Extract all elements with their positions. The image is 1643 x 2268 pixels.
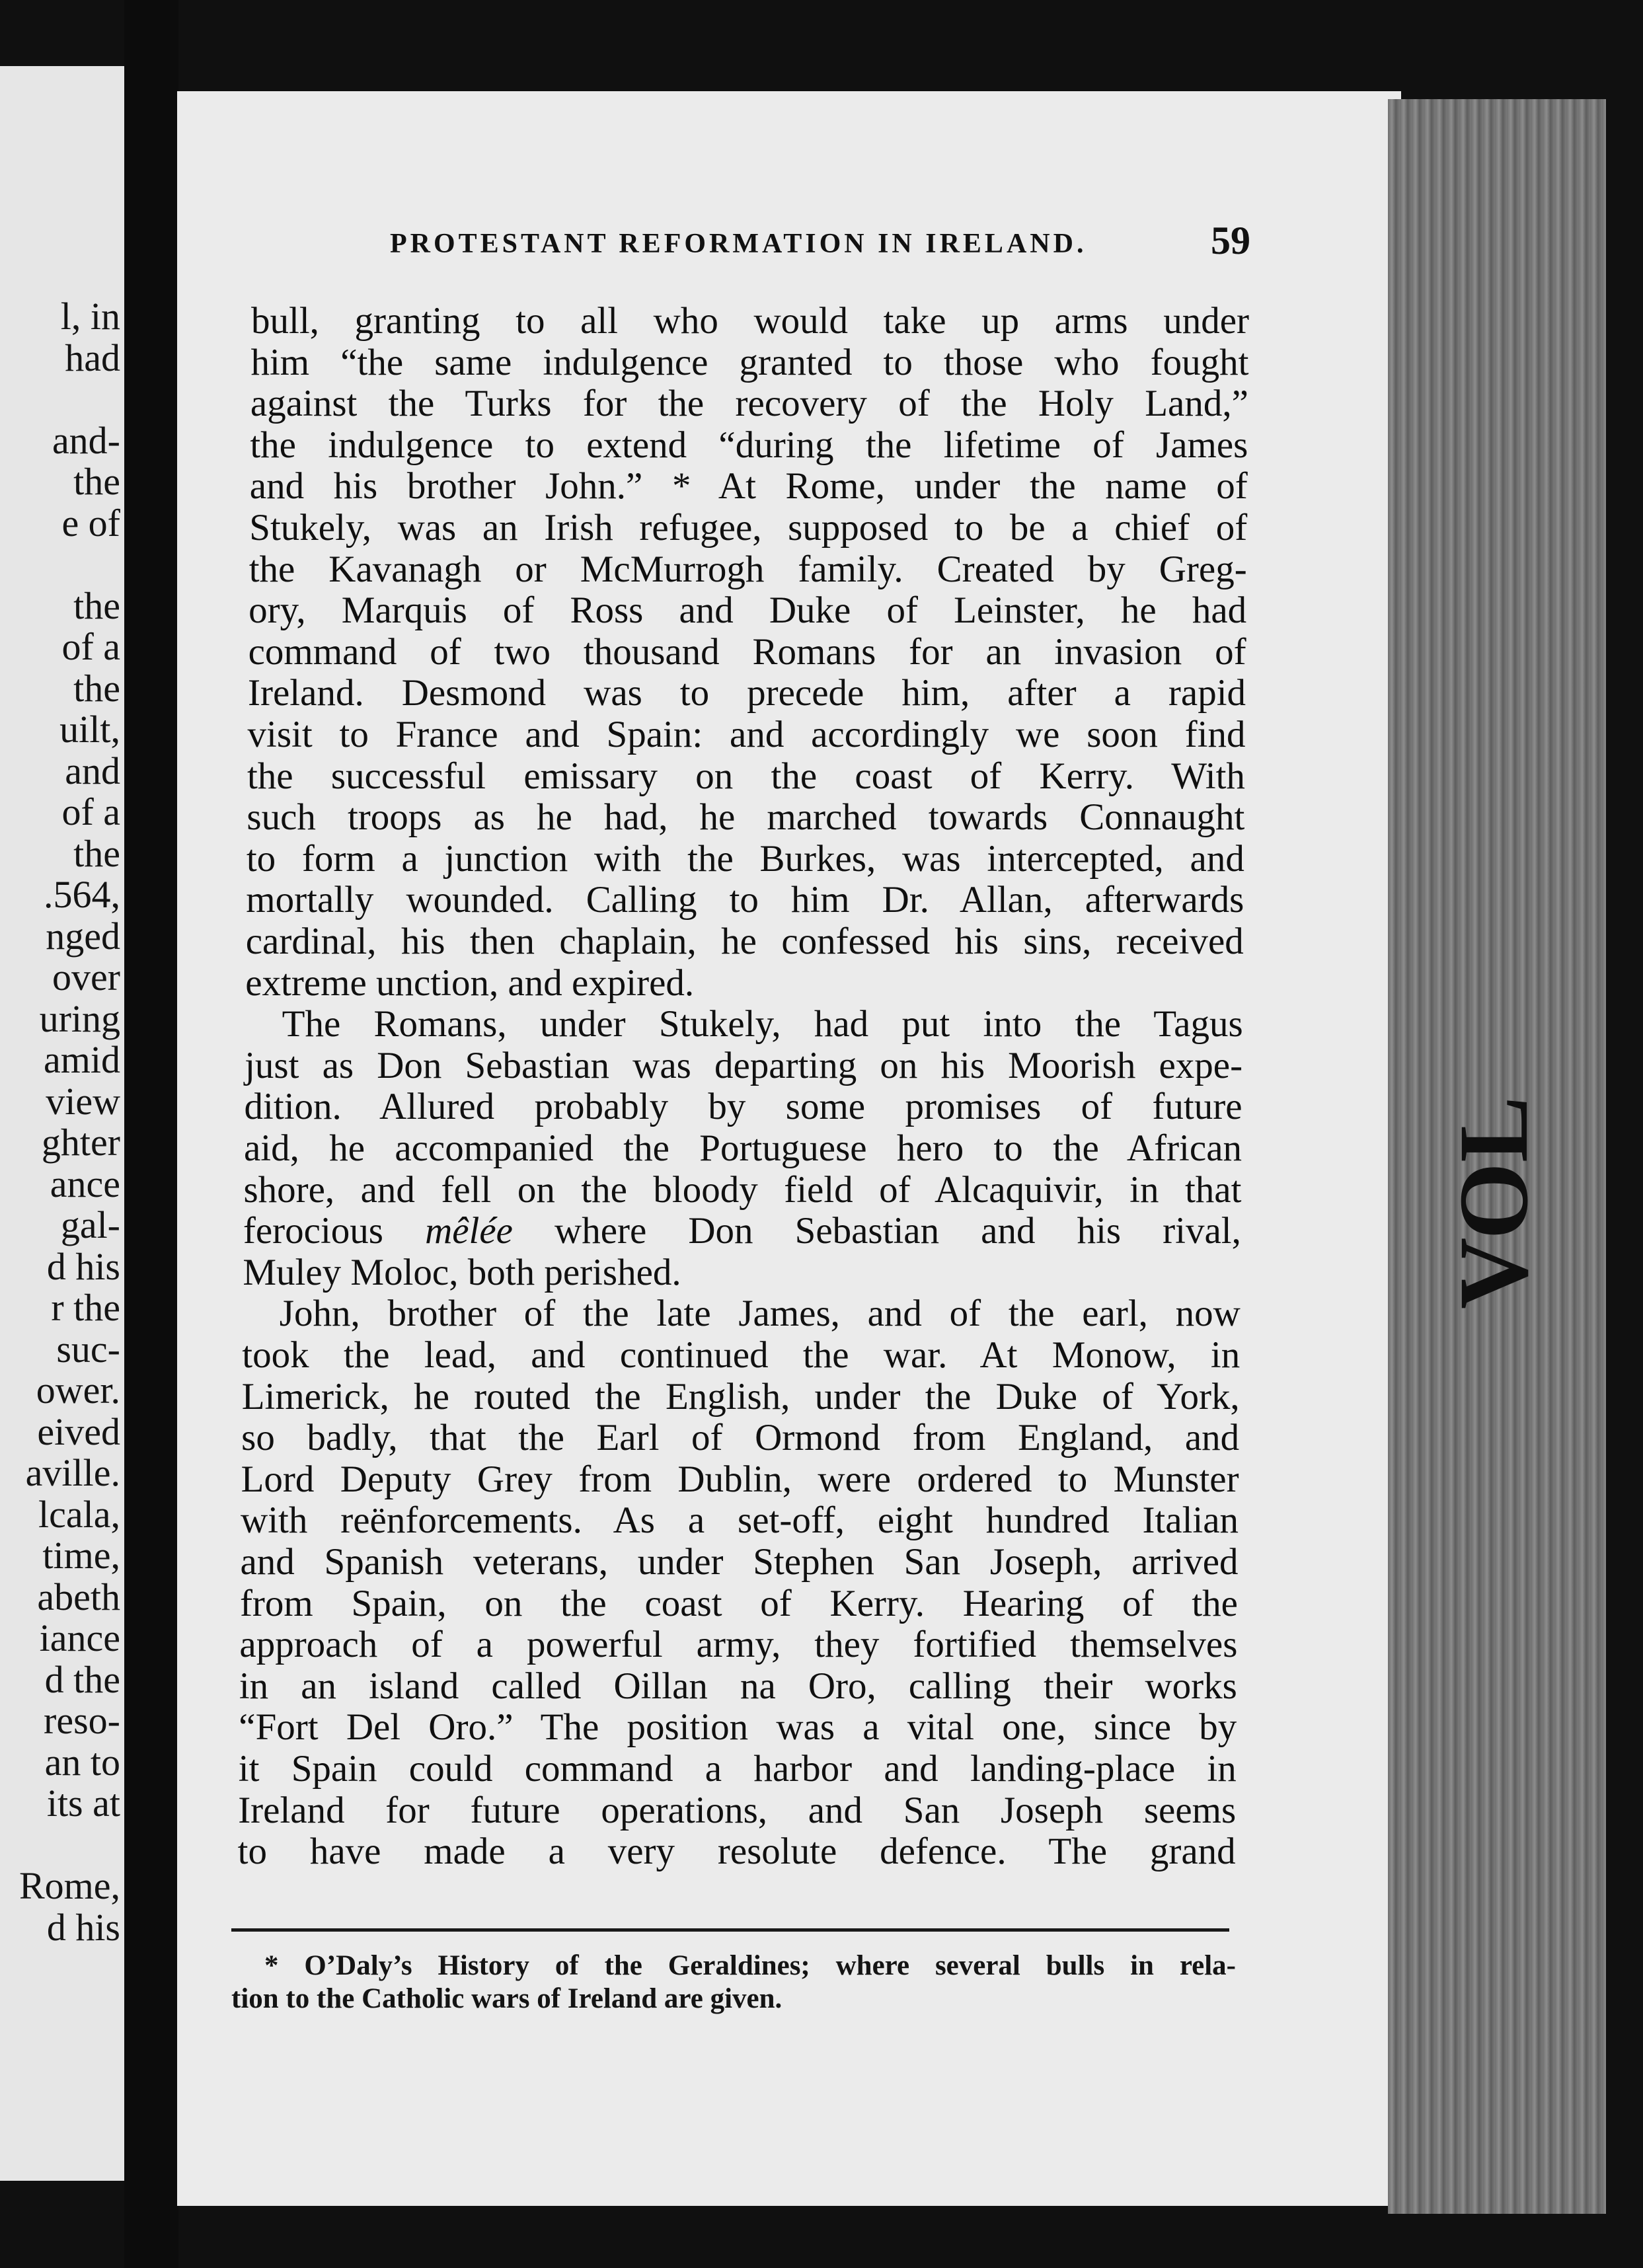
facing-page-line: lcala, <box>38 1492 120 1536</box>
facing-page-line: had <box>65 336 120 379</box>
facing-page-line: view <box>46 1079 120 1123</box>
facing-page-line: e of <box>61 501 120 545</box>
facing-page <box>0 66 124 2181</box>
facing-page-line: uring <box>39 997 120 1040</box>
text-line: dition. Allured probably by some promises of future <box>244 1086 1242 1128</box>
facing-page-line: reso- <box>44 1699 120 1742</box>
text-line: aid, he accompanied the Portuguese hero to the African <box>244 1127 1242 1169</box>
facing-page-line: aville. <box>25 1451 120 1494</box>
text-line: Ireland for future operations, and San Joseph seems <box>238 1789 1237 1831</box>
text-line: Stukely, was an Irish refugee, supposed to be a chief of <box>249 507 1248 548</box>
text-line: command of two thousand Romans for an invasion of <box>248 630 1246 673</box>
text-line: Muley Moloc, both perished. <box>243 1251 681 1293</box>
text-line: and his brother John.” * At Rome, under the name of <box>249 465 1248 508</box>
text-line: the successful emissary on the coast of Kerry. With <box>247 755 1245 797</box>
book-gutter <box>124 0 178 2268</box>
text-line: just as Don Sebastian was departing on his Moorish expe- <box>245 1044 1243 1086</box>
facing-page-line: ghter <box>41 1121 120 1164</box>
facing-page-line: the <box>73 584 120 627</box>
text-line: “Fort Del Oro.” The position was a vital one, since by <box>239 1706 1237 1749</box>
text-line: to form a junction with the Burkes, was intercepted, and <box>246 837 1244 880</box>
text-line: cardinal, his then chaplain, he confessed his sins, received <box>245 921 1244 962</box>
facing-page-line: over <box>52 956 120 999</box>
facing-page-line: ower. <box>36 1369 120 1412</box>
running-head: PROTESTANT REFORMATION IN IRELAND. <box>390 229 1087 259</box>
text-line: The Romans, under Stukely, had put into the Tagus <box>282 1003 1243 1045</box>
text-line: ory, Marquis of Ross and Duke of Leinster, he had <box>248 589 1247 632</box>
facing-page-line: and <box>65 749 120 792</box>
facing-page-line: an to <box>44 1740 120 1784</box>
text-line: shore, and fell on the bloody field of Alcaquivir, in that <box>243 1168 1242 1211</box>
footnote-line: * O’Daly’s History of the Geraldines; where several bulls in rela- <box>264 1950 1236 1981</box>
text-line: mortally wounded. Calling to him Dr. Allan, afterwards <box>246 879 1244 921</box>
text-line: from Spain, on the coast of Kerry. Hearing of the <box>239 1582 1238 1624</box>
facing-page-line: the <box>73 460 120 503</box>
text-line: in an island called Oillan na Oro, calling their works <box>239 1665 1237 1707</box>
text-line: the indulgence to extend “during the lifetime of James <box>250 424 1248 466</box>
text-line: ferocious mêlée where Don Sebastian and his rival, <box>243 1210 1241 1252</box>
text-line: Limerick, he routed the English, under the Duke of York, <box>241 1375 1240 1418</box>
facing-page-line: nged <box>46 914 120 958</box>
text-line: John, brother of the late James, and of the earl, now <box>279 1293 1241 1335</box>
page-number: 59 <box>1211 219 1250 262</box>
facing-page-line: and- <box>52 418 120 462</box>
text-line: took the lead, and continued the war. At Monow, in <box>242 1334 1241 1376</box>
text-line: visit to France and Spain: and accordingly we soon find <box>247 714 1246 755</box>
facing-page-line: the <box>73 666 120 710</box>
facing-page-line: gal- <box>60 1203 120 1246</box>
facing-page-line: d his <box>46 1244 120 1288</box>
facing-page-line: its at <box>46 1782 120 1825</box>
text-line: approach of a powerful army, they fortified themselves <box>239 1624 1238 1666</box>
facing-page-line: .564, <box>44 873 120 916</box>
text-line: with reënforcements. As a set-off, eight hundred Italian <box>241 1499 1239 1542</box>
facing-page-line: r the <box>51 1286 120 1329</box>
text-line: Ireland. Desmond was to precede him, after a rapid <box>248 672 1246 714</box>
facing-page-line: abeth <box>37 1575 120 1618</box>
text-line: and Spanish veterans, under Stephen San Joseph, arrived <box>240 1541 1239 1583</box>
facing-page-line: l, in <box>60 295 120 338</box>
facing-page-line: eived <box>37 1410 120 1453</box>
text-line: so badly, that the Earl of Ormond from England, and <box>241 1417 1240 1459</box>
text-line: to have made a very resolute defence. The grand <box>237 1831 1236 1873</box>
footnote-rule <box>231 1928 1229 1932</box>
facing-page-line: of a <box>61 790 120 833</box>
facing-page-line: amid <box>44 1038 120 1081</box>
facing-page-line: d his <box>46 1905 120 1949</box>
facing-page-line: the <box>73 831 120 875</box>
text-line: such troops as he had, he marched towards Connaught <box>247 796 1245 839</box>
text-line: extreme unction, and expired. <box>245 962 695 1004</box>
text-line: him “the same indulgence granted to those who fought <box>250 341 1249 383</box>
footnote-line: tion to the Catholic wars of Ireland are given. <box>231 1983 783 2014</box>
facing-page-line: time, <box>42 1534 120 1577</box>
facing-page-line: Rome, <box>19 1864 120 1907</box>
text-line: it Spain could command a harbor and landing-place in <box>238 1748 1237 1790</box>
facing-page-line: ance <box>50 1162 120 1205</box>
facing-page-line: iance <box>39 1616 120 1659</box>
facing-page-line: of a <box>61 625 120 668</box>
facing-page-line: suc- <box>56 1327 120 1371</box>
text-line: against the Turks for the recovery of the Holy Land,” <box>250 383 1248 425</box>
spine-mark: VOL <box>1439 1096 1548 1310</box>
text-line: Lord Deputy Grey from Dublin, were ordered to Munster <box>241 1458 1239 1500</box>
facing-page-line: uilt, <box>59 708 120 751</box>
facing-page-line: d the <box>44 1657 120 1701</box>
text-line: the Kavanagh or McMurrogh family. Created by Greg- <box>248 548 1247 590</box>
text-line: bull, granting to all who would take up arms under <box>251 300 1249 342</box>
